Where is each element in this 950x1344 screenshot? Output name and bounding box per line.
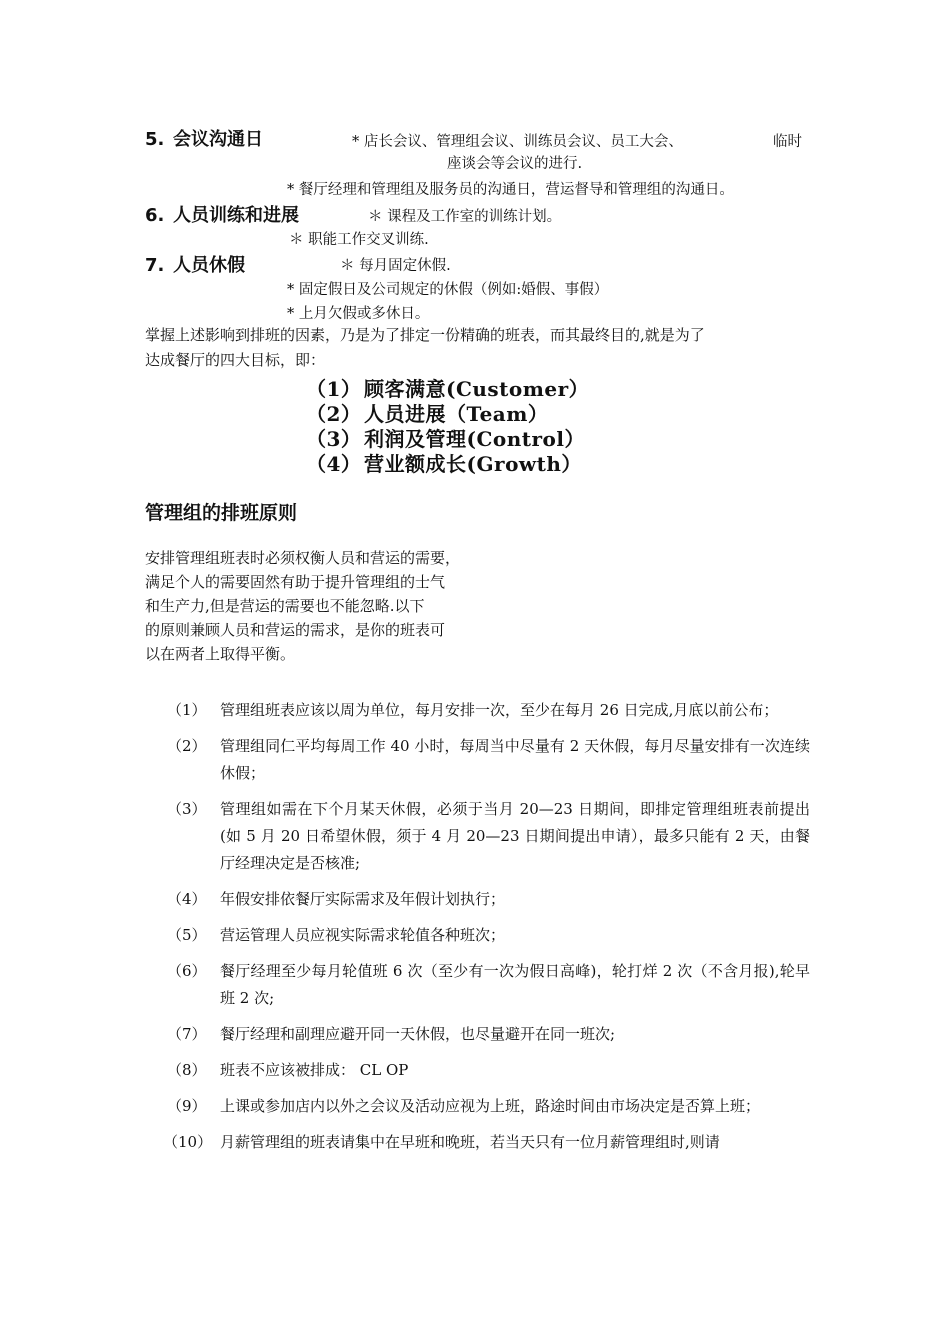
rule-number: （3）: [167, 800, 207, 818]
rule-number: （10）: [163, 1133, 213, 1151]
rule-text: 年假安排依餐厅实际需求及年假计划执行；: [220, 890, 506, 908]
section-6-heading: [145, 201, 299, 227]
goal-item: [306, 448, 582, 477]
goal-number: （1）: [306, 377, 362, 401]
summary-line: 掌握上述影响到排班的因素，乃是为了排定一份精确的班表，而其最终目的,就是为了: [145, 326, 705, 344]
intro-paragraph: [145, 546, 505, 666]
rules-list: [145, 697, 810, 1165]
rule-text: 管理组同仁平均每周工作 40 小时，每周当中尽量有 2 天休假，每月尽量安排有一次连续休假；: [220, 737, 810, 782]
rule-text: 营运管理人员应视实际需求轮值各种班次；: [220, 926, 506, 944]
section-7-line: * 固定假日及公司规定的休假（例如:婚假、事假）: [287, 282, 609, 298]
section-7-line: * 上月欠假或多休日。: [287, 306, 430, 322]
rule-text: 餐厅经理和副理应避开同一天休假，也尽量避开在同一班次;: [220, 1025, 616, 1043]
intro-line: 以在两者上取得平衡。: [145, 645, 296, 663]
section-5-line: 临时: [773, 134, 802, 150]
rule-text: 餐厅经理至少每月轮值班 6 次（至少有一次为假日高峰)，轮打烊 2 次（不含月报),轮早班 2 次;: [220, 962, 810, 1007]
rule-number: （6）: [167, 962, 207, 980]
rule-number: （8）: [167, 1061, 207, 1079]
section-7-heading: [145, 251, 245, 277]
section-title: 人员休假: [173, 255, 245, 276]
section-6-line: ＊ 职能工作交叉训练.: [289, 232, 429, 248]
rule-number: （7）: [167, 1025, 207, 1043]
section-number: 7.: [145, 255, 165, 276]
goal-text: 人员进展（Team）: [364, 402, 549, 426]
rule-text: 管理组如需在下个月某天休假，必须于当月 20—23 日期间，即排定管理组班表前提出(如 5 月 20 日希望休假，须于 4 月 20—23 日期间提出申请），最多只能有 2 天，由餐厅经理决定是否核准;: [220, 800, 810, 872]
rule-number: （4）: [167, 890, 207, 908]
section-number: 6.: [145, 205, 165, 226]
section-5-heading: [145, 125, 263, 151]
rule-text: 管理组班表应该以周为单位，每月安排一次，至少在每月 26 日完成,月底以前公布；: [220, 701, 779, 719]
section-number: 5.: [145, 129, 165, 150]
list-item: [145, 1129, 810, 1156]
list-item: [145, 1021, 810, 1048]
section-5-line: 座谈会等会议的进行.: [447, 156, 583, 172]
rule-number: （2）: [167, 737, 207, 755]
goal-text: 利润及管理(Control）: [364, 427, 585, 451]
rule-text: 班表不应该被排成： CL OP: [220, 1061, 409, 1079]
intro-line: 安排管理组班表时必须权衡人员和营运的需要，: [145, 549, 461, 567]
goal-number: （4）: [306, 452, 362, 476]
goal-number: （2）: [306, 402, 362, 426]
section-6-line: ＊ 课程及工作室的训练计划。: [368, 209, 562, 225]
rule-text: 月薪管理组的班表请集中在早班和晚班，若当天只有一位月薪管理组时,则请: [220, 1133, 720, 1151]
rule-number: （5）: [167, 926, 207, 944]
section-title: 会议沟通日: [173, 129, 263, 150]
list-item: [145, 697, 810, 724]
rule-number: （9）: [167, 1097, 207, 1115]
rule-number: （1）: [167, 701, 207, 719]
list-item: [145, 733, 810, 787]
section-5-line: * 餐厅经理和管理组及服务员的沟通日，营运督导和管理组的沟通日。: [287, 182, 734, 198]
list-item: [145, 886, 810, 913]
list-item: [145, 796, 810, 877]
rule-text: 上课或参加店内以外之会议及活动应视为上班，路途时间由市场决定是否算上班；: [220, 1097, 761, 1115]
goal-text: 营业额成长(Growth）: [364, 452, 582, 476]
section-7-line: ＊ 每月固定休假.: [340, 258, 451, 274]
goal-text: 顾客满意(Customer）: [364, 377, 590, 401]
section-title: 人员训练和进展: [173, 205, 299, 226]
list-item: [145, 1057, 810, 1084]
list-item: [145, 1093, 810, 1120]
intro-line: 和生产力,但是营运的需要也不能忽略.以下: [145, 597, 425, 615]
summary-line: 达成餐厅的四大目标，即：: [145, 351, 326, 369]
list-item: [145, 958, 810, 1012]
intro-line: 的原则兼顾人员和营运的需求，是你的班表可: [145, 621, 446, 639]
goal-number: （3）: [306, 427, 362, 451]
section-heading: 管理组的排班原则: [145, 502, 298, 524]
intro-line: 满足个人的需要固然有助于提升管理组的士气: [145, 573, 446, 591]
list-item: [145, 922, 810, 949]
section-5-line: * 店长会议、管理组会议、训练员会议、员工大会、: [352, 134, 683, 150]
